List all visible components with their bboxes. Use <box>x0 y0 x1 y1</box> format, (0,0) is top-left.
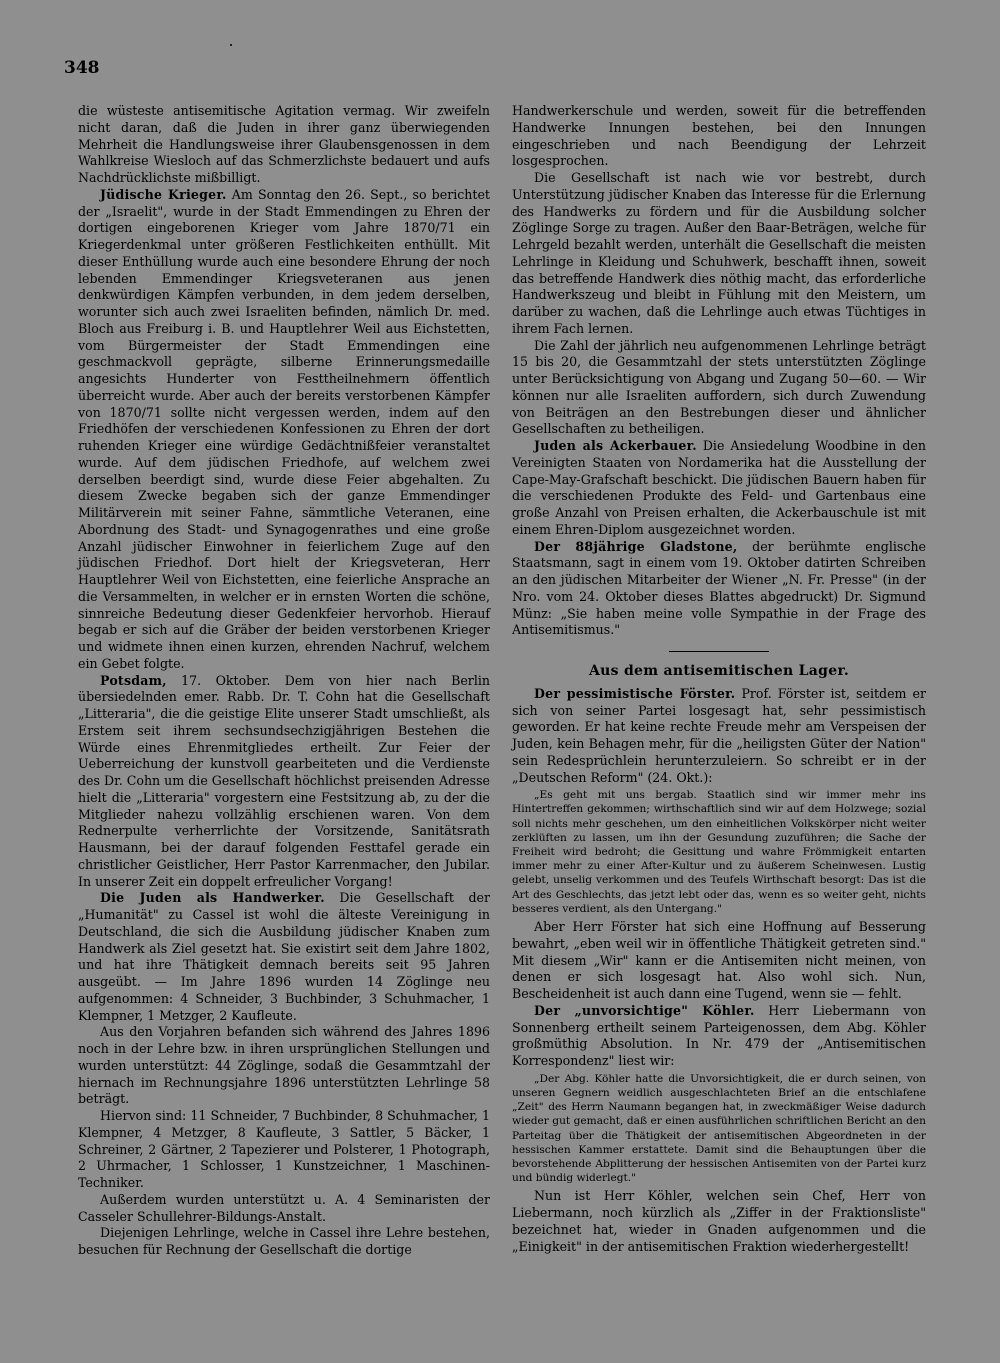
paragraph: Außerdem wurden unterstützt u. A. 4 Seminaristen der Casseler Schullehrer-Bildungs-Anstalt. <box>78 1191 490 1224</box>
article-title: Jüdische Krieger. <box>100 186 227 202</box>
article-juden-handwerker <box>78 890 490 1024</box>
article-text: 17. Oktober. Dem von hier nach Berlin übersiedelnden emer. Rabb. Dr. T. Cohn hat die Gesellschaft „Litteraria", die die geistige Elite unserer Stadt umschließt, als Erstem seit ihrem sechsundsechzigjährigen Bestehen die Würde eines Ehrenmitgliedes ertheilt. Zur Feier der Ueberreichung der kunstvoll gearbeiteten und die Verdienste des Dr. Cohn um die Gesellschaft höchlichst preisenden Adresse hielt die „Litteraria" vorgestern eine Festsitzung ab, zu der die Mitglieder nahezu vollzählig erschienen waren. Von dem Rednerpulte verherrlichte der Vorsitzende, Sanitätsrath Hausmann, bei der darauf folgenden Festtafel gerade ein christlicher Geistlicher, Herr Pastor Karrenmacher, den Jubilar. In unserer Zeit ein doppelt erfreulicher Vorgang! <box>78 672 490 889</box>
article-title: Der 88jährige Gladstone, <box>534 538 738 554</box>
section-divider <box>669 651 769 652</box>
section-title: Aus dem antisemitischen Lager. <box>588 663 850 679</box>
block-quote: „Der Abg. Köhler hatte die Unvorsichtigkeit, die er durch seinen, von unseren Gegnern weidlich ausgeschlachteten Brief an die entschlafene „Zeit" des Herrn Naumann begangen hat, in zweckmäßiger Weise dadurch wieder gut gemacht, daß er einen ausführlichen schriftlichen Bericht an den Parteitag über die Thätigkeit der antisemitischen Abgeordneten in der hessischen Kammer erstattete. Damit sind die Behauptungen über die bevorstehende Abplitterung der hessischen Antisemiten von der Partei kurz und bündig widerlegt." <box>512 1072 926 1185</box>
paragraph: Die Zahl der jährlich neu aufgenommenen Lehrlinge beträgt 15 bis 20, die Gesammtzahl der stets unterstützten Zöglinge unter Berücksichtigung von Abgang und Zugang 50—60. — Wir können nur alle Israeliten auffordern, sich durch Zuwendung von Beiträgen an den Bestrebungen dieser und ähnlicher Gesellschaften zu betheiligen. <box>512 337 926 437</box>
continuation-paragraph: Handwerkerschule und werden, soweit für die betreffenden Handwerke Innungen bestehen, bei den Innungen eingeschrieben und nach Beendigung der Lehrzeit losgesprochen. <box>512 103 926 169</box>
paragraph: Die Gesellschaft ist nach wie vor bestrebt, durch Unterstützung jüdischer Knaben das Interesse für die Erlernung des Handwerks zu fördern und für die Ausbildung solcher Zöglinge Sorge zu tragen. Außer den Baar-Beträgen, welche für Lehrgeld bezahlt werden, unterhält die Gesellschaft die meisten Lehrlinge in Kleidung und Schuhwerk, beschafft ihnen, soweit das betreffende Handwerk dies nöthig macht, das erforderliche Handwerkszeug und bleibt in Fühlung mit den Meistern, um darüber zu wachen, daß die Lehrlinge auch etwas Tüchtiges in ihrem Fach lernen. <box>512 170 926 336</box>
paragraph: Hiervon sind: 11 Schneider, 7 Buchbinder, 8 Schuhmacher, 1 Klempner, 4 Metzger, 8 Kaufleute, 3 Sattler, 5 Bäcker, 1 Schreiner, 2 Gärtner, 2 Tapezierer und Polsterer, 1 Photograph, 2 Uhrmacher, 1 Schlosser, 1 Kunstzeichner, 1 Maschinen-Techniker. <box>78 1108 490 1190</box>
paragraph: Aber Herr Förster hat sich eine Hoffnung auf Besserung bewahrt, „eben weil wir in öffentliche Thätigkeit getreten sind." Mit diesem „Wir" kann er die Antisemiten nicht meinen, von denen er sich losgesagt hat. Also wohl sich. Nun, Bescheidenheit ist auch dann eine Tugend, wenn sie — fehlt. <box>512 919 926 1002</box>
article-text: Am Sonntag den 26. Sept., so berichtet der „Israelit", wurde in der Stadt Emmendingen zu Ehren der dortigen eingeborenen Krieger vom Jahre 1870/71 ein Kriegerdenkmal unter größeren Festlichkeiten enthüllt. Mit dieser Enthüllung wurde auch eine besondere Ehrung der noch lebenden Emmendinger Kriegsveteranen aus jenen denkwürdigen Kämpfen verbunden, in dem jedem derselben, worunter sich auch zwei Israeliten befinden, nämlich Dr. med. Bloch aus Freiburg i. B. und Hauptlehrer Weil aus Eichstetten, vom Bürgermeister der Stadt Emmendingen eine geschmackvoll geprägte, silberne Erinnerungsmedaille angesichts Hunderter von Festtheilnehmern öffentlich überreicht wurde. Aber auch der bereits verstorbenen Kämpfer von 1870/71 sollte nicht vergessen werden, indem auf den Friedhöfen der verschiedenen Konfessionen zu Ehren der dort ruhenden Krieger eine würdige Gedächtnißfeier veranstaltet wurde. Auf dem jüdischen Friedhofe, auf welchem zwei derselben beerdigt sind, wurde diese Feier abgehalten. Zu diesem Zwecke begaben sich der ganze Emmendinger Militärverein mit seiner Fahne, sämmtliche Veteranen, eine Abordnung des Stadt- und Synagogenrathes und eine große Anzahl jüdischer Einwohner in feierlichem Zuge auf den jüdischen Friedhof. Dort hielt der Kriegsveteran, Herr Hauptlehrer Weil von Eichstetten, eine feierliche Ansprache an die Versammelten, in welcher er in ernsten Worten die schöne, sinnreiche Bedeutung dieser Gedenkfeier hervorhob. Hierauf begab er sich auf die Gräber der beiden verstorbenen Krieger und widmete ihnen einen kurzen, ehrenden Nachruf, welchem ein Gebet folgte. <box>78 186 490 671</box>
article-gladstone <box>512 539 926 640</box>
article-juedische-krieger <box>78 187 490 673</box>
article-unvorsichtige-koehler <box>512 1003 926 1070</box>
page-number: 348 <box>64 58 100 78</box>
left-column <box>78 103 490 1259</box>
paragraph: Aus den Vorjahren befanden sich während des Jahres 1896 noch in der Lehre bzw. in ihren ursprünglichen Stellungen und wurden unterstützt: 44 Zöglinge, sodaß die Gesammtzahl der hiernach im Rechnungsjahre 1896 unterstützten Lehrlinge 58 beträgt. <box>78 1024 490 1107</box>
article-title: Der pessimistische Förster. <box>534 685 736 701</box>
paragraph: Diejenigen Lehrlinge, welche in Cassel ihre Lehre bestehen, besuchen für Rechnung der Gesellschaft die dortige <box>78 1225 490 1257</box>
article-text: Prof. Förster ist, seitdem er sich von seiner Partei losgesagt hat, sehr pessimistisch geworden. Er hat keine rechte Freude mehr am Verspeisen der Juden, kein Behagen mehr, für die „heiligsten Güter der Nation" sein Redesprüchlein herunterzuleiern. So schreibt er in der „Deutschen Reform" (24. Okt.): <box>512 685 926 785</box>
article-potsdam <box>78 673 490 891</box>
article-title: Juden als Ackerbauer. <box>534 438 697 453</box>
article-title: Die Juden als Handwerker. <box>100 890 325 906</box>
block-quote: „Es geht mit uns bergab. Staatlich sind wir immer mehr ins Hintertreffen gekommen; wirthschaftlich sind wir auf dem Holzwege; sozial soll nichts mehr geschehen, um den einheitlichen Volkskörper nicht weiter zerklüften zu lassen, um ihn der Gesundung zuzuführen; die Sache der Freiheit wird bedroht; die Gesittung und wahre Frömmigkeit entarten immer mehr zu einer After-Kultur und zu äußerem Scheinwesen. Lustig gelebt, unselig verkommen und des Teufels Wirthschaft besorgt: Das ist die Art des Geschlechts, das jetzt lebt oder das, wenn es so weiter geht, nichts besseres verdient, als den Untergang." <box>512 789 926 915</box>
article-title: Potsdam, <box>100 672 167 688</box>
article-text: Die Ansiedelung Woodbine in den Vereinigten Staaten von Nordamerika hat die Ausstellung der Cape-May-Grafschaft beschickt. Die jüdischen Bauern haben für die verschiedenen Produkte des Feld- und Gartenbaus eine große Anzahl von Preisen erhalten, die Ackerbauschule ist mit einem Ehren-Diplom ausgezeichnet worden. <box>512 438 926 537</box>
article-text: der berühmte englische Staatsmann, sagt in einem vom 19. Oktober datirten Schreiben an den jüdischen Mitarbeiter der Wiener „N. Fr. Presse" (in der Nro. vom 24. Oktober dieses Blattes abgedruckt) Dr. Sigmund Münz: „Sie haben meine volle Sympathie in der Frage des Antisemitismus." <box>512 538 927 638</box>
print-speck <box>230 44 232 46</box>
intro-paragraph: die wüsteste antisemitische Agitation vermag. Wir zweifeln nicht daran, daß die Juden in ihrer ganz überwiegenden Mehrheit die Handlungsweise ihrer Glaubensgenossen in dem Wahlkreise Wiesloch auf das Schmerzlichste bedauert und aufs Nachdrücklichste mißbilligt. <box>78 103 490 185</box>
article-text: Herr Liebermann von Sonnenberg ertheilt seinem Parteigenossen, dem Abg. Köhler großmüthig Absolution. In Nr. 479 der „Antisemitischen Korrespondenz" liest wir: <box>512 1002 927 1069</box>
article-text: Die Gesellschaft der „Humanität" zu Cassel ist wohl die älteste Vereinigung in Deutschland, die sich die Ausbildung jüdischer Knaben zum Handwerk als Ziel gesetzt hat. Sie existirt seit dem Jahre 1802, und hat ihre Thätigkeit demnach bereits seit 95 Jahren ausgeübt. — Im Jahre 1896 wurden 14 Zöglinge neu aufgenommen: 4 Schneider, 3 Buchbinder, 3 Schuhmacher, 1 Klempner, 1 Metzger, 2 Kaufleute. <box>78 890 490 1023</box>
article-pessimistische-foerster <box>512 686 926 787</box>
article-title: Der „unvorsichtige" Köhler. <box>534 1002 755 1018</box>
paragraph: Nun ist Herr Köhler, welchen sein Chef, Herr von Liebermann, noch kürzlich als „Ziffer in der Fraktionsliste" bezeichnet hat, wieder in Gnaden aufgenommen und die „Einigkeit" in der antisemitischen Fraktion wiederhergestellt! <box>512 1188 926 1254</box>
article-juden-ackerbauer <box>512 438 926 539</box>
right-column <box>512 103 926 1255</box>
